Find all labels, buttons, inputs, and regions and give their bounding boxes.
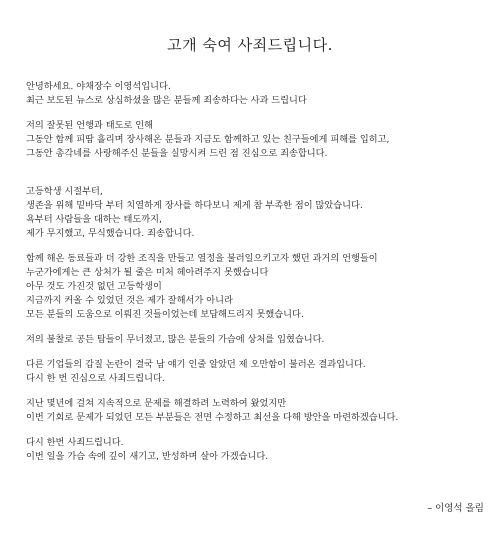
text-line: 제가 무지했고, 무식했습니다. 죄송합니다. (26, 228, 195, 239)
text-line: 안녕하세요. 야채장수 이영석입니다. (26, 81, 171, 92)
text-line: 최근 보도된 뉴스로 상심하셨을 많은 분들께 죄송하다는 사과 드립니다 (26, 95, 307, 106)
text-line: 저의 잘못된 언행과 태도로 인해 (26, 120, 154, 131)
paragraph-arrogance (26, 358, 496, 386)
letter-title: 고개 숙여 사죄드립니다. (167, 36, 333, 54)
text-line: 이번 기회로 문제가 되었던 모든 부분들은 전면 수정하고 최선을 다해 방안을 마련하겠습니다. (26, 412, 399, 423)
text-line: 아무 것도 가진것 없던 고등학생이 (26, 281, 162, 292)
text-line: 욕부터 사람들을 대하는 태도까지, (26, 214, 162, 225)
text-line: 누군가에게는 큰 상처가 될 줄은 미처 헤아려주지 못했습니다 (26, 267, 269, 278)
paragraph-remedy (26, 397, 496, 425)
text-line: 모든 분들의 도움으로 이뤄진 것들이었는데 보답해드리지 못했습니다. (26, 309, 304, 320)
paragraph-past-conduct (26, 252, 496, 322)
text-line: 그동안 함께 피땀 흘리며 장사해온 분들과 지금도 함께하고 있는 친구들에게 피해를 입히고, (26, 134, 390, 145)
text-line: 지난 몇년에 걸쳐 지속적으로 문제를 해결하려 노력하여 왔었지만 (26, 398, 287, 409)
signature: – 이영석 올림 (427, 503, 484, 514)
text-line: 다시 한번 사죄드립니다. (26, 437, 124, 448)
paragraph-apology (26, 119, 496, 161)
paragraph-closing (26, 436, 496, 464)
text-line: 이번 일을 가슴 속에 깊이 새기고, 반성하며 살아 가겠습니다. (26, 451, 269, 462)
paragraph-background (26, 185, 496, 241)
text-line: 다시 한 번 진심으로 사죄드립니다. (26, 373, 165, 384)
paragraph-greeting (26, 80, 496, 108)
text-line: 그동안 총각네를 사랑해주신 분들을 실망시켜 드린 점 진심으로 죄송합니다. (26, 148, 328, 159)
text-line: 저의 불찰로 공든 탑들이 무너졌고, 많은 분들의 가슴에 상처를 입혔습니다. (26, 334, 325, 345)
paragraph-fault (26, 333, 496, 347)
text-line: 생존을 위해 밑바닥 부터 치열하게 장사를 하다보니 제게 참 부족한 점이 많았습니다. (26, 200, 363, 211)
text-line: 함께 해온 동료들과 더 강한 조직을 만들고 열정을 불러일으키고자 했던 과거의 언행들이 (26, 253, 378, 264)
letter-body (26, 80, 496, 475)
text-line: 다른 기업들의 갑질 논란이 결국 남 얘기 인줄 알았던 제 오만함이 불러온 결과입니다. (26, 359, 366, 370)
text-line: 지금까지 커올 수 있었던 것은 제가 잘해서가 아니라 (26, 295, 233, 306)
text-line: 고등학생 시절부터, (26, 186, 103, 197)
